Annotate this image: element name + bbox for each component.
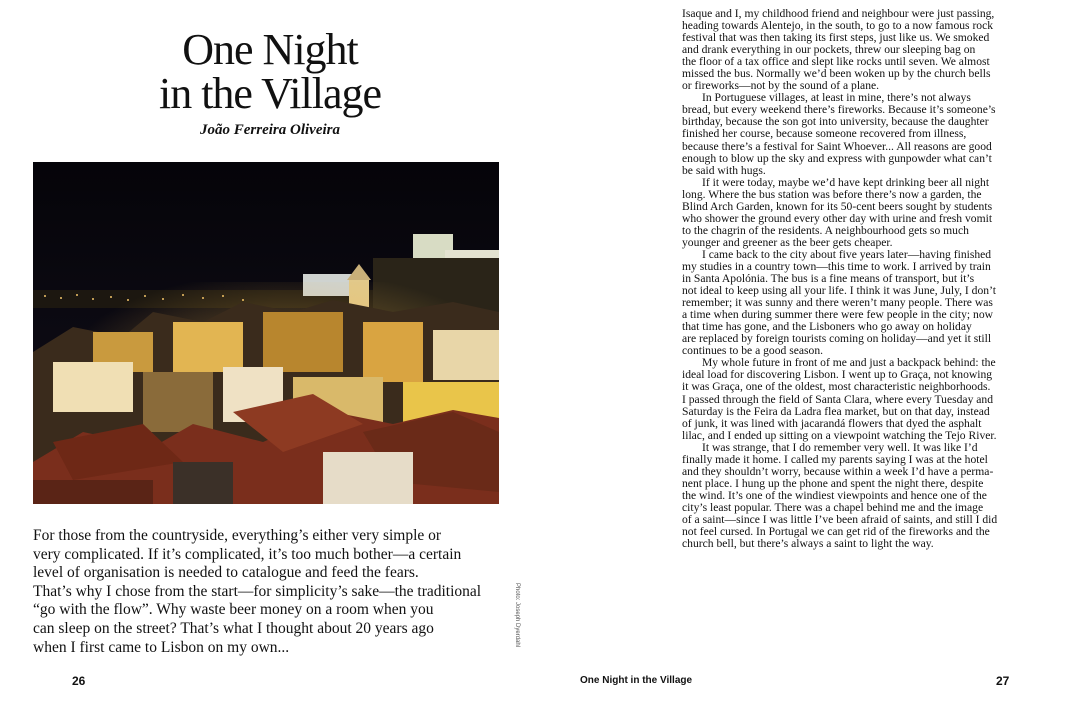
body-line: not feel cursed. In Portugal we can get rid of the fireworks and the — [682, 525, 990, 539]
body-line: and they shouldn’t worry, because within a week I’d have a perma- — [682, 464, 994, 478]
body-line: missed the bus. Normally we’d been woken up by the church bells — [682, 67, 991, 81]
body-line: it was Graça, one of the oldest, most characteristic neighborhoods. — [682, 380, 991, 394]
title-line-1: One Night — [182, 25, 358, 74]
title-line-2: in the Village — [158, 69, 382, 118]
body-line: long. Where the bus station was before there’s now a garden, the — [682, 187, 982, 201]
body-column — [682, 8, 1058, 550]
body-line: ideal load for discovering Lisbon. I went up to Graça, not knowing — [682, 368, 993, 382]
body-line: are replaced by foreign tourists coming on holiday—and yet it still — [682, 332, 992, 346]
body-line: nent place. I hung up the phone and spent the night there, despite — [682, 476, 984, 490]
body-line: In Portuguese villages, at least in mine, there’s not always — [702, 91, 971, 105]
page-number-right: 27 — [996, 674, 1010, 688]
body-line: and drank everything in our pockets, threw our sleeping bag on — [682, 43, 976, 57]
body-line: of a saint—since I was little I’ve been afraid of saints, and still I did — [682, 512, 998, 526]
body-line: birthday, because the son got into university, because the daughter — [682, 115, 989, 129]
body-line: in Santa Apolónia. The bus is a fine means of transport, but it’s — [682, 272, 975, 286]
running-head: One Night in the Village — [580, 675, 693, 686]
body-line: a time when during summer there were few people in the city; now — [682, 308, 993, 322]
body-line: who shower the ground every other day with urine and fresh vomit — [682, 211, 993, 225]
intro-line: For those from the countryside, everything’s either very simple or — [33, 527, 442, 544]
body-line: enough to blow up the sky and express with gunpowder what can’t — [682, 151, 992, 165]
body-line: to the chagrin of the residents. A neighbourhood gets so much — [682, 223, 969, 237]
body-line: I passed through the field of Santa Clara, where every Tuesday and — [682, 392, 994, 406]
intro-paragraph — [33, 527, 503, 657]
intro-line: very complicated. If it’s complicated, it’s too much bother—a certain — [33, 545, 462, 563]
intro-line: can sleep on the street? That’s what I thought about 20 years ago — [33, 619, 434, 637]
body-line: church bell, but there’s always a saint to light the way. — [682, 537, 934, 551]
body-line: city’s least popular. There was a chapel behind me and the image — [682, 500, 984, 514]
lisbon-night-photo — [33, 162, 499, 504]
body-line: that time has gone, and the Lisboners who go away on holiday — [682, 320, 972, 334]
body-line: of junk, it was lined with jacarandá flowers that dyed the asphalt — [682, 416, 982, 430]
body-line: Isaque and I, my childhood friend and neighbour were just passing, — [682, 7, 995, 20]
intro-line: That’s why I chose from the start—for simplicity’s sake—the traditional — [33, 582, 482, 600]
article-title — [120, 25, 420, 118]
body-line: Blind Arch Garden, known for its 50-cent beers sought by students — [682, 199, 993, 213]
body-line: my studies in a country town—this time to work. I arrived by train — [682, 259, 991, 273]
body-line: If it were today, maybe we’d have kept drinking beer all night — [702, 175, 990, 189]
body-line: finished her course, because someone recovered from illness, — [682, 127, 967, 141]
intro-line: “go with the flow”. Why waste beer money on a room when you — [33, 601, 434, 619]
right-page — [540, 0, 1080, 709]
body-line: continues to be a good season. — [682, 344, 824, 358]
author-byline: João Ferreira Oliveira — [200, 122, 340, 138]
body-line: remember; it was sunny and there weren’t many people. There was — [682, 296, 993, 310]
body-line: finally made it home. I called my parents saying I was at the hotel — [682, 452, 988, 466]
intro-line: level of organisation is needed to catalogue and feed the fears. — [33, 564, 419, 582]
intro-line: when I first came to Lisbon on my own... — [33, 638, 290, 656]
body-line: the wind. It’s one of the windiest viewpoints and hence one of the — [682, 488, 987, 502]
body-line: I came back to the city about five years later—having finished — [702, 247, 992, 261]
body-line: or fireworks—not by the sound of a plane. — [682, 79, 880, 93]
body-line: not ideal to keep using all your life. I think it was June, July, I don’t — [682, 284, 996, 298]
body-line: because there’s a festival for Saint Whoever... All reasons are good — [682, 139, 992, 153]
body-line: Saturday is the Feira da Ladra flea market, but on that day, instead — [682, 404, 990, 418]
body-line: heading towards Alentejo, in the south, to go to a now famous rock — [682, 19, 994, 33]
body-line: It was strange, that I do remember very well. It was like I’d — [702, 440, 978, 454]
body-line: be said with hugs. — [682, 163, 766, 177]
body-line: My whole future in front of me and just a backpack behind: the — [702, 356, 996, 370]
body-line: lilac, and I ended up sitting on a viewpoint watching the Tejo River. — [682, 428, 997, 442]
body-line: festival that was then taking its first steps, just like us. We smoked — [682, 31, 990, 45]
body-line: bread, but every weekend there’s fireworks. Because it’s someone’s — [682, 103, 996, 117]
body-line: the floor of a tax office and slept like rocks until seven. We almost — [682, 55, 990, 69]
page-number-left: 26 — [72, 674, 86, 688]
photo-credit: Photo: Joseph Dyerdahl — [514, 583, 520, 648]
rooftops-illustration — [33, 162, 499, 504]
body-line: younger and greener as the beer gets cheaper. — [682, 235, 893, 249]
